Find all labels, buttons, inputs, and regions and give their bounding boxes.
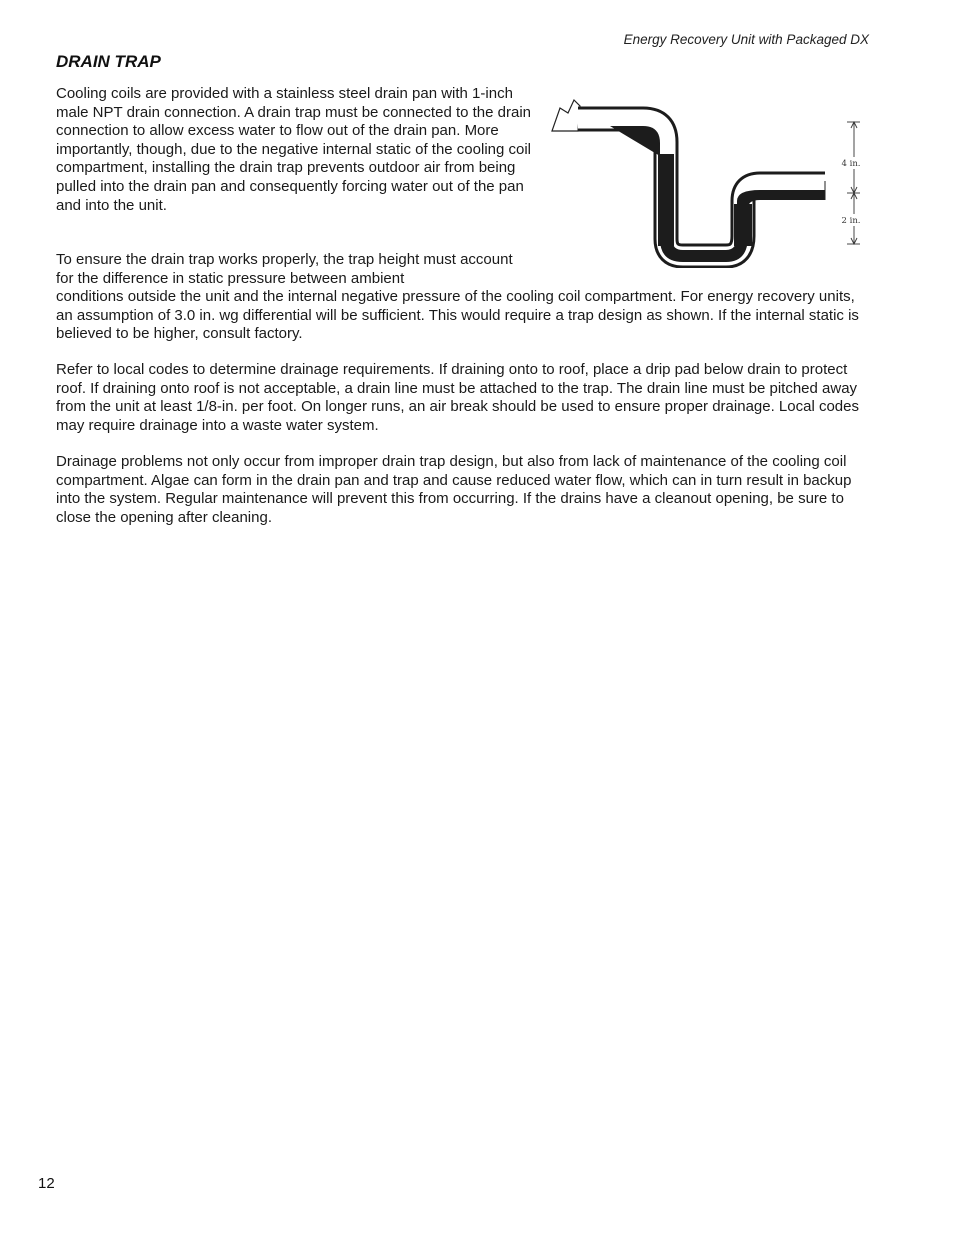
page-number: 12 (38, 1175, 55, 1192)
trap-pipe-interior (578, 119, 825, 256)
drain-trap-diagram (548, 96, 864, 268)
unit-wall-outline (552, 100, 580, 131)
dimension-label-lower: 2 in. (841, 216, 861, 226)
paragraph-trap-height (56, 251, 868, 344)
paragraph-trap-height-narrow: To ensure the drain trap works properly, the trap height must account for the difference in static pressure between ambient (56, 251, 513, 287)
trap-water-outlet (734, 204, 752, 246)
paragraph-maintenance: Drainage problems not only occur from improper drain trap design, but also from lack of maintenance of the cooling coil compartment. Algae can form in the drain pan and trap and cause reduced water flow, which can in turn result in backup into the system. Regular maintenance will prevent this from occurring. If the drains have a cleanout opening, be sure to close the opening after cleaning. (56, 453, 852, 526)
trap-water (610, 126, 825, 262)
running-header: Energy Recovery Unit with Packaged DX (623, 32, 869, 47)
paragraph-local-codes: Refer to local codes to determine drainage requirements. If draining onto to roof, place a drip pad below drain to protect roof. If draining onto roof is not acceptable, a drain line must be attached to the trap. The drain line must be pitched away from the unit at least 1/8-in. per foot. On longer runs, an air break should be used to ensure proper drainage. Local codes may require drainage into a waste water system. (56, 361, 859, 434)
trap-water-leg (658, 154, 674, 246)
paragraph-trap-height-wide: conditions outside the unit and the internal negative pressure of the cooling coil compartment. For energy recovery units, an assumption of 3.0 in. wg differential will be sufficient. This would require a trap design as shown. If the internal static is believed to be higher, consult factory. (56, 288, 859, 343)
dimension-label-upper: 4 in. (841, 159, 861, 169)
section-title: DRAIN TRAP (56, 52, 161, 71)
paragraph-drain-pan: Cooling coils are provided with a stainless steel drain pan with 1-inch male NPT drain connection. A drain trap must be connected to the drain connection to allow excess water to flow out of the drain pan. More importantly, though, due to the negative internal static of the cooling coil compartment, installing the drain trap prevents outdoor air from being pulled into the drain pan and consequently forcing water out of the pan and into the unit. (56, 85, 532, 214)
